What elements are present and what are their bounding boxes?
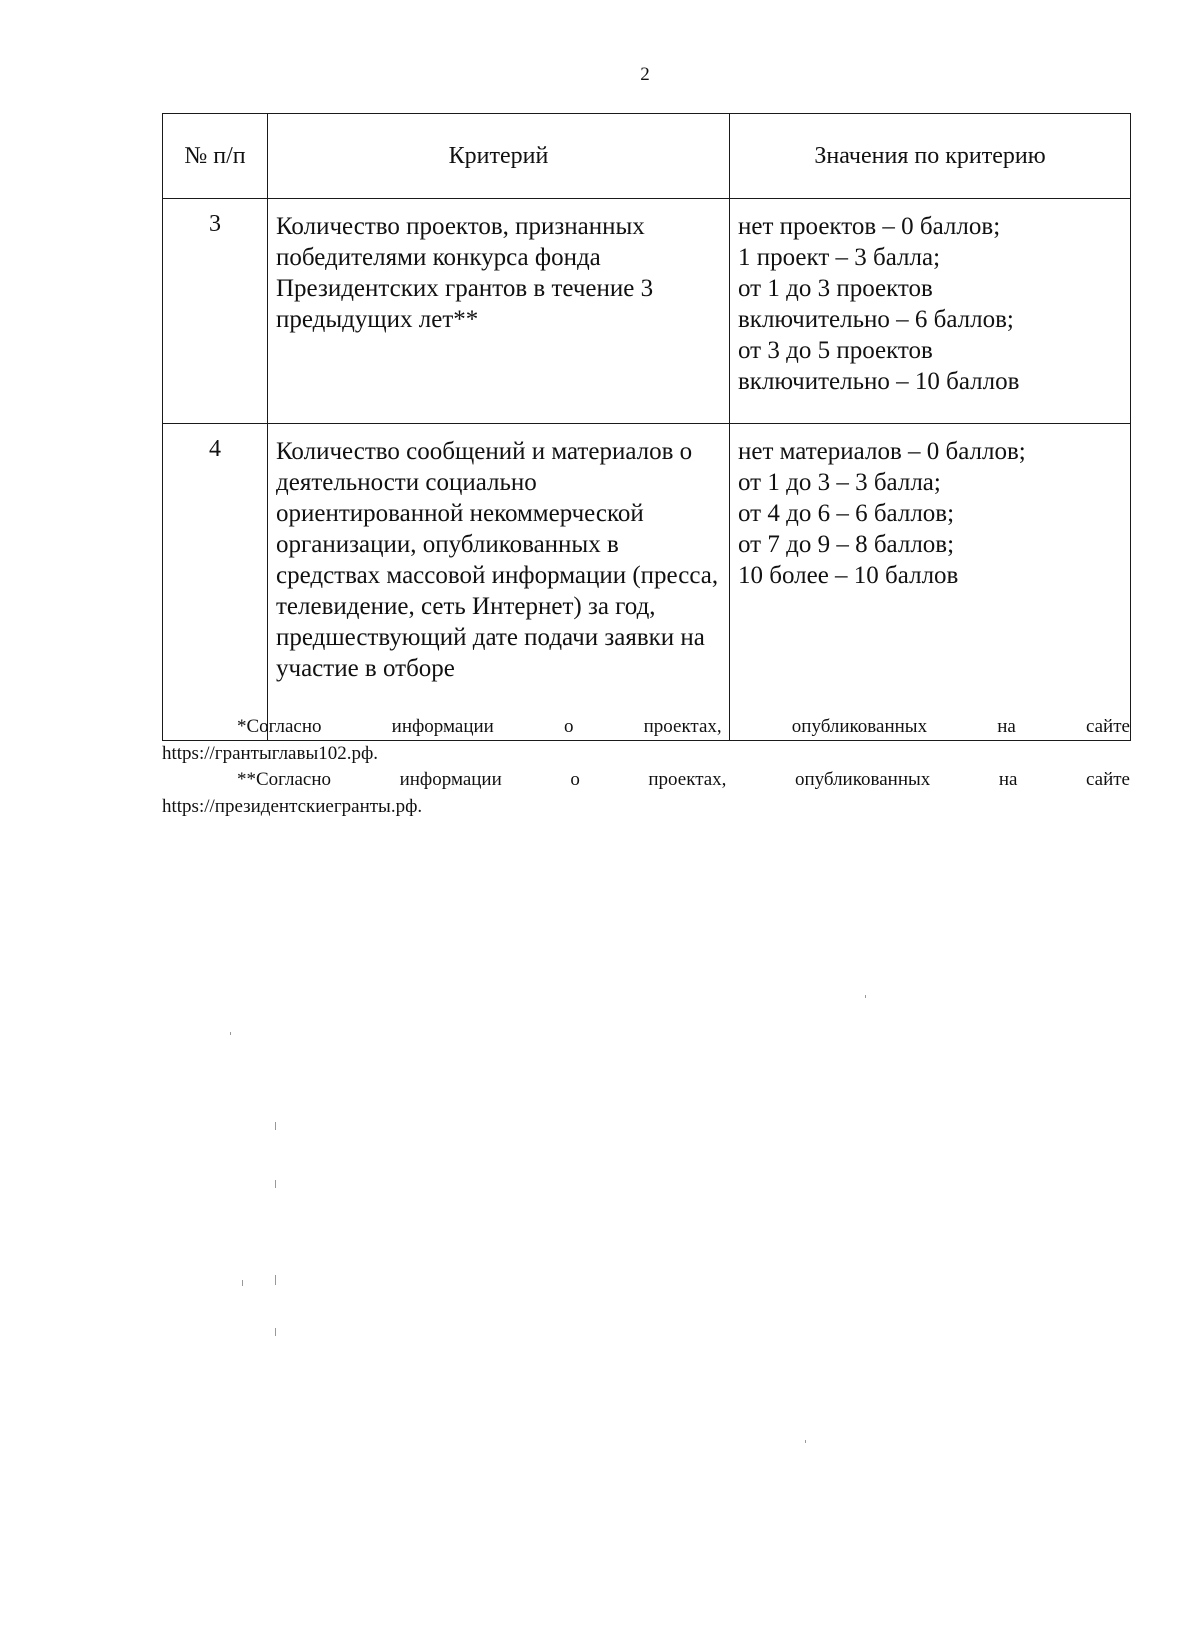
scan-speck — [275, 1180, 276, 1188]
row-values — [730, 199, 1131, 424]
scan-speck — [275, 1122, 276, 1130]
footnote-word: о — [563, 716, 574, 737]
footnote-word: *Согласно — [237, 716, 322, 737]
page-number: 2 — [640, 64, 650, 85]
value-line: включительно – 10 баллов — [738, 368, 1020, 395]
scan-speck — [230, 1032, 231, 1035]
scan-speck — [242, 1280, 243, 1286]
footnote-word: проектах, — [643, 716, 722, 737]
table-header-row — [163, 114, 1131, 199]
row-criterion: Количество сообщений и материалов о деятельности социально ориентированной некоммерческой организации, опубликованных в средствах массовой информации (пресса, телевидение, сеть Интернет) за год, предшествующий дате подачи заявки на участие в отборе — [268, 424, 730, 741]
footnote-link: https://президентскиегранты.рф. — [162, 796, 423, 817]
row-values — [730, 424, 1131, 741]
scan-speck — [275, 1328, 276, 1336]
value-line: нет проектов – 0 баллов; — [738, 213, 1001, 240]
footnote-text — [162, 766, 1130, 793]
footnote-2 — [162, 766, 1130, 820]
scan-speck — [805, 1440, 806, 1443]
scan-speck — [865, 995, 866, 998]
footnote-word: сайте — [1085, 769, 1130, 790]
value-line: от 3 до 5 проектов — [738, 337, 933, 364]
value-line: от 1 до 3 проектов — [738, 275, 933, 302]
footnote-word: проектах, — [648, 769, 727, 790]
value-line: 10 более – 10 баллов — [738, 562, 959, 589]
row-number: 4 — [163, 424, 268, 741]
value-line: от 7 до 9 – 8 баллов; — [738, 531, 955, 558]
scan-speck — [275, 1275, 276, 1285]
criteria-table — [162, 113, 1131, 741]
footnote-word: опубликованных — [794, 769, 931, 790]
value-line: включительно – 6 баллов; — [738, 306, 1014, 333]
header-criterion: Критерий — [268, 114, 730, 199]
footnote-word: информации — [399, 769, 502, 790]
row-number: 3 — [163, 199, 268, 424]
footnote-word: **Согласно — [237, 769, 332, 790]
footnote-word: на — [998, 769, 1018, 790]
footnote-word: опубликованных — [791, 716, 928, 737]
value-line: от 1 до 3 – 3 балла; — [738, 469, 941, 496]
footnote-word: на — [997, 716, 1016, 737]
value-line: нет материалов – 0 баллов; — [738, 438, 1026, 465]
header-values: Значения по критерию — [730, 114, 1131, 199]
footnote-word: сайте — [1085, 716, 1130, 737]
table-row — [163, 424, 1131, 741]
value-line: от 4 до 6 – 6 баллов; — [738, 500, 955, 527]
footnote-1 — [162, 713, 1130, 767]
footnote-link: https://грантыглавы102.рф. — [162, 743, 379, 764]
footnote-text — [162, 713, 1130, 740]
row-criterion: Количество проектов, признанных победителями конкурса фонда Президентских грантов в течение 3 предыдущих лет** — [268, 199, 730, 424]
footnote-word: о — [570, 769, 580, 790]
header-num: № п/п — [163, 114, 268, 199]
table-row — [163, 199, 1131, 424]
value-line: 1 проект – 3 балла; — [738, 244, 941, 271]
footnote-word: информации — [391, 716, 494, 737]
